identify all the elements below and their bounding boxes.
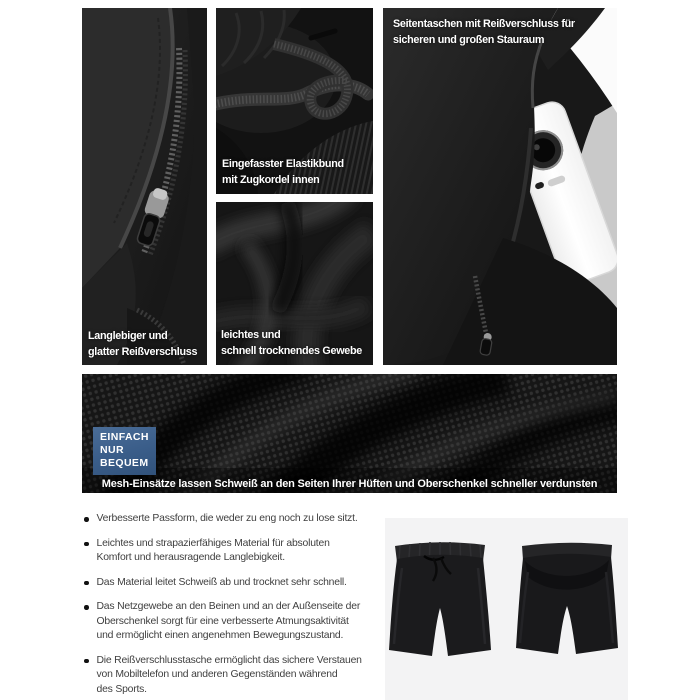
benefit-text: von Mobiltelefon und anderen Gegenständen während [96,669,338,680]
comfort-badge-line1: EINFACH [100,431,149,443]
benefit-text: Oberschenkel sorgt für eine verbesserte Atmungsaktivität [96,615,349,627]
zipper-caption-line2: glatter Reißverschluss [88,345,198,358]
benefits-list [84,512,392,700]
shorts-front-image [388,536,492,660]
comfort-badge-line3: BEQUEM [100,457,149,469]
shorts-back-image [515,538,619,660]
benefit-item [84,537,392,566]
pocket-caption-line2: sicheren und großen Stauraum [393,33,545,46]
pocket-caption-line1: Seitentaschen mit Reißverschluss für [393,18,575,30]
product-photo-panel [385,518,628,700]
waistband-caption-line1: Eingefasster Elastikbund [222,158,344,170]
benefit-text: und ermöglicht einen angenehmen Bewegungszustand. [96,630,344,641]
feature-tile-waistband [216,8,373,194]
waistband-caption-line2: mit Zugkordel innen [222,173,320,186]
benefit-text: Die Reißverschlusstasche ermöglicht das sichere Verstauen [96,654,362,666]
fabric-caption-line1: leichtes und [221,329,281,341]
mesh-caption: Mesh-Einsätze lassen Schweiß an den Seiten Ihrer Hüften und Oberschenkel schneller verdunsten [101,478,598,490]
fabric-caption-line2: schnell trocknendes Gewebe [221,344,363,357]
feature-tile-pocket [383,8,617,365]
bullet-dot-icon [84,581,89,586]
benefit-text: des Sports. [96,683,147,695]
bullet-dot-icon [84,542,89,547]
zipper-photo [82,8,207,365]
bullet-dot-icon [84,605,89,610]
benefit-item [84,600,392,644]
pocket-photo [383,8,617,365]
benefit-text: Das Netzgewebe an den Beinen und an der Außenseite der [96,601,361,612]
bullet-dot-icon [84,517,89,522]
comfort-badge-line2: NUR [100,444,124,456]
comfort-badge [93,427,156,475]
feature-tile-zipper [82,8,207,365]
mesh-photo [82,374,617,493]
benefit-item [84,512,392,527]
benefit-item [84,654,392,698]
benefit-text: Komfort und herausragende Langlebigkeit. [96,552,285,563]
benefit-text: Leichtes und strapazierfähiges Material für absoluten [96,537,330,549]
benefit-text: Verbesserte Passform, die weder zu eng noch zu lose sitzt. [96,513,358,524]
benefit-text: Das Material leitet Schweiß ab und trocknet sehr schnell. [96,576,347,588]
bullet-dot-icon [84,659,89,664]
zipper-caption-line1: Langlebiger und [88,330,168,342]
benefit-item [84,576,392,591]
mesh-banner [82,374,617,493]
feature-tile-fabric [216,202,373,365]
